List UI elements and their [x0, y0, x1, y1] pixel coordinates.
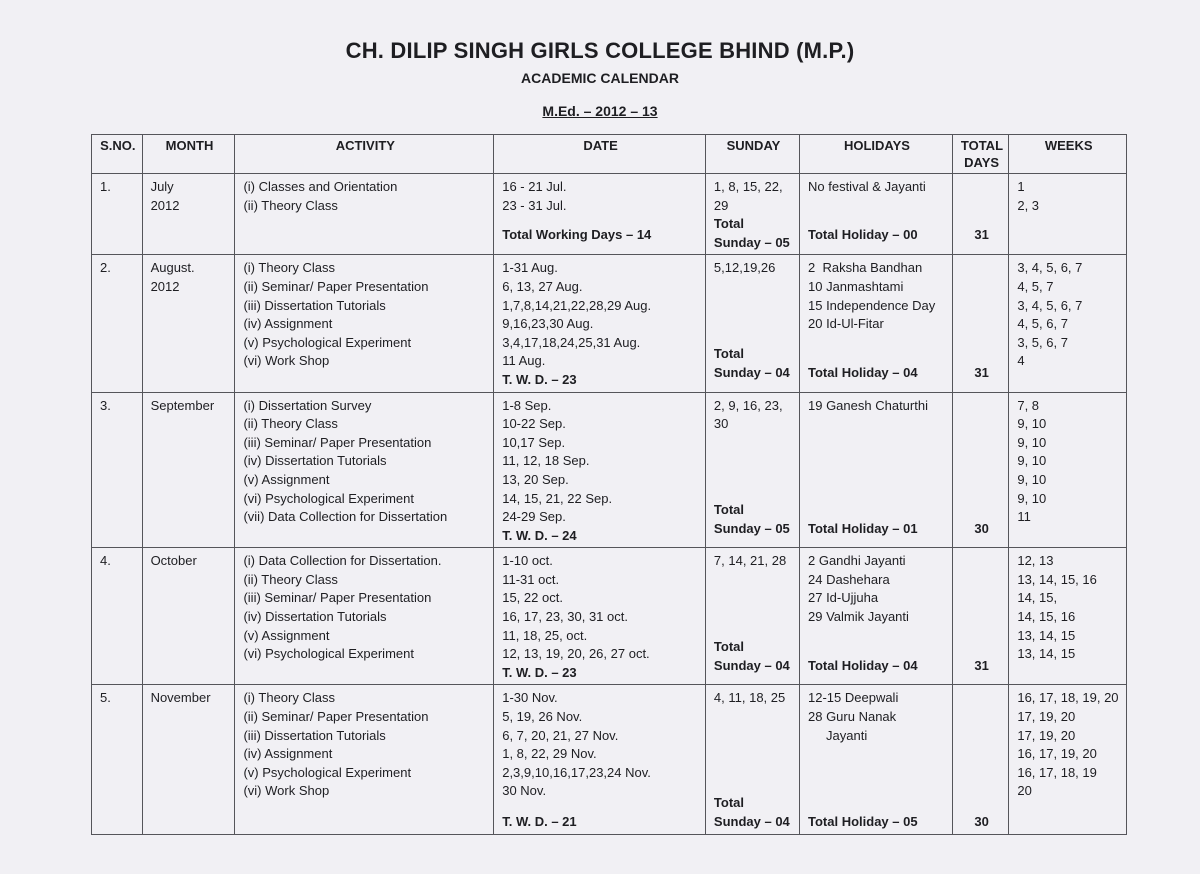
date-item: 11-31 oct. [502, 571, 560, 587]
weeks-cell [1009, 255, 1127, 392]
cell-bottom [808, 520, 946, 539]
cell-bottom [808, 226, 946, 245]
date-cell [494, 392, 706, 548]
cell-bottom [808, 364, 946, 383]
week-numbers: 16, 17, 19, 20 [1017, 746, 1097, 762]
cell-content [714, 552, 793, 675]
calendar-row [92, 685, 1127, 835]
sunday-dates: 1, 8, 15, 22, [713, 179, 783, 194]
cell-bottom [714, 638, 793, 675]
week-numbers: 4, 5, 6, 7 [1017, 316, 1068, 332]
holiday-item: 2 Raksha Bandhan [808, 260, 923, 276]
activity-item: (iii) Seminar/ Paper Presentation [243, 590, 432, 606]
activity-item: (iii) Dissertation Tutorials [243, 727, 386, 743]
activity-item: (i) Classes and Orientation [243, 179, 398, 194]
date-item: 6, 7, 20, 21, 27 Nov. [502, 727, 619, 743]
activity-item: (iii) Dissertation Tutorials [243, 297, 386, 313]
cell-content [502, 552, 699, 682]
month-label: July [150, 179, 174, 194]
cell-bottom [714, 215, 793, 252]
cell-content [502, 178, 699, 245]
activity-cell [235, 548, 494, 685]
week-numbers: 13, 14, 15 [1017, 627, 1076, 643]
academic-calendar-table [91, 134, 1127, 835]
date-item: 16 - 21 Jul. [502, 179, 567, 194]
weeks-cell [1009, 174, 1127, 255]
serial-number: 1. [100, 179, 111, 194]
column-header-sno: S.NO. [92, 135, 143, 174]
holiday-item: 20 Id-Ul-Fitar [808, 316, 884, 332]
working-days-total: T. W. D. – 24 [502, 527, 577, 543]
date-item: 1-8 Sep. [502, 397, 552, 413]
month-cell [142, 255, 235, 392]
month-cell [142, 685, 235, 835]
date-item: 10,17 Sep. [502, 434, 566, 450]
cell-bottom [502, 226, 699, 245]
sunday-cell [705, 174, 799, 255]
week-numbers: 2, 3 [1017, 197, 1040, 213]
cell-bottom [961, 364, 1002, 383]
activity-item: (ii) Theory Class [243, 416, 338, 432]
date-item: 16, 17, 23, 30, 31 oct. [502, 609, 628, 625]
weeks-cell [1009, 548, 1127, 685]
total-days-cell [952, 255, 1008, 392]
holiday-item: Jayanti [808, 727, 868, 743]
column-header-holidays: HOLIDAYS [800, 135, 953, 174]
activity-cell [235, 392, 494, 548]
month-label: November [150, 690, 211, 706]
sunday-cell [705, 548, 799, 685]
calendar-row [92, 548, 1127, 685]
cell-top [502, 552, 699, 664]
activity-item: (vi) Work Shop [243, 783, 330, 799]
activity-item: (v) Psychological Experiment [243, 764, 412, 780]
sunday-total: Sunday – 04 [713, 813, 790, 829]
cell-bottom [808, 813, 946, 832]
activity-item: (ii) Seminar/ Paper Presentation [243, 709, 429, 725]
activity-item: (ii) Seminar/ Paper Presentation [243, 278, 429, 294]
cell-top [502, 397, 699, 527]
week-numbers: 3, 5, 6, 7 [1017, 334, 1068, 350]
sno-cell [92, 392, 143, 548]
activity-cell [235, 174, 494, 255]
holiday-item: 12-15 Deepwali [808, 690, 899, 706]
activity-cell [235, 255, 494, 392]
holiday-total: Total Holiday – 00 [808, 227, 918, 243]
total-days-value: 31 [974, 227, 989, 243]
holiday-total: Total Holiday – 04 [808, 364, 918, 380]
week-numbers: 3, 4, 5, 6, 7 [1017, 260, 1083, 276]
sunday-total: Sunday – 05 [713, 234, 790, 250]
cell-top [808, 397, 946, 416]
sunday-dates: 2, 9, 16, 23, [713, 397, 783, 413]
month-label: September [150, 397, 215, 413]
sunday-dates: 7, 14, 21, 28 [713, 553, 787, 569]
week-numbers: 9, 10 [1017, 434, 1047, 450]
week-numbers: 9, 10 [1017, 453, 1047, 469]
cell-content [961, 259, 1002, 382]
activity-item: (iv) Dissertation Tutorials [243, 609, 387, 625]
week-numbers: 14, 15, [1017, 590, 1058, 606]
working-days-total: T. W. D. – 23 [502, 664, 577, 680]
sno-cell [92, 255, 143, 392]
total-days-value: 30 [974, 520, 989, 536]
date-item: 11, 12, 18 Sep. [502, 453, 590, 469]
week-numbers: 9, 10 [1017, 471, 1047, 487]
column-header-month: MONTH [142, 135, 235, 174]
activity-item: (iv) Dissertation Tutorials [243, 453, 387, 469]
holiday-cell [800, 392, 953, 548]
date-cell [494, 685, 706, 835]
week-numbers: 16, 17, 18, 19 [1017, 764, 1097, 780]
sunday-cell [705, 255, 799, 392]
column-header-date: DATE [494, 135, 706, 174]
total-days-value: 31 [974, 364, 989, 380]
sunday-total: Total [713, 502, 745, 518]
month-label: 2012 [150, 278, 180, 294]
holiday-total: Total Holiday – 01 [808, 520, 918, 536]
sunday-total: Total [713, 795, 745, 811]
holiday-item: 10 Janmashtami [808, 278, 904, 294]
month-cell [142, 174, 235, 255]
date-item: 9,16,23,30 Aug. [502, 316, 594, 332]
week-numbers: 9, 10 [1017, 490, 1047, 506]
holiday-cell [800, 255, 953, 392]
total-days-value: 31 [974, 657, 989, 673]
total-days-cell [952, 392, 1008, 548]
sno-cell [92, 548, 143, 685]
column-header-total-days: TOTAL DAYS [952, 135, 1008, 174]
cell-bottom [714, 501, 793, 538]
cell-top [808, 178, 946, 197]
cell-content [502, 689, 699, 831]
total-days-cell [952, 174, 1008, 255]
activity-item: (i) Theory Class [243, 690, 335, 706]
holiday-item: 24 Dashehara [808, 571, 890, 587]
activity-item: (vi) Psychological Experiment [243, 490, 414, 506]
sunday-total: Total [713, 639, 745, 655]
activity-item: (ii) Theory Class [243, 571, 338, 587]
cell-bottom [714, 794, 793, 831]
sunday-dates: 29 [713, 197, 729, 213]
month-label: 2012 [150, 197, 180, 213]
cell-content [808, 689, 946, 831]
total-days-cell [952, 548, 1008, 685]
cell-bottom [961, 520, 1002, 539]
date-item: 1-30 Nov. [502, 690, 558, 706]
activity-item: (v) Psychological Experiment [243, 334, 412, 350]
cell-content [808, 259, 946, 382]
activity-item: (ii) Theory Class [243, 197, 338, 213]
week-numbers: 7, 8 [1017, 397, 1040, 413]
holiday-cell [800, 548, 953, 685]
column-header-sunday: SUNDAY [705, 135, 799, 174]
activity-item: (iv) Assignment [243, 316, 333, 332]
holiday-item: 29 Valmik Jayanti [808, 609, 909, 625]
document-subtitle: ACADEMIC CALENDAR [521, 70, 679, 86]
total-days-value: 30 [974, 813, 989, 829]
holiday-item: 15 Independence Day [808, 297, 936, 313]
calendar-body [92, 174, 1127, 835]
activity-item: (v) Assignment [243, 627, 330, 643]
date-item: 30 Nov. [502, 783, 547, 799]
week-numbers: 17, 19, 20 [1017, 727, 1076, 743]
activity-item: (i) Theory Class [243, 260, 335, 276]
cell-content [714, 397, 793, 539]
cell-bottom [502, 527, 699, 546]
cell-top [808, 259, 946, 333]
sunday-total: Sunday – 04 [713, 657, 790, 673]
activity-cell [235, 685, 494, 835]
month-cell [142, 392, 235, 548]
holiday-item: 28 Guru Nanak [808, 709, 897, 725]
sunday-cell [705, 685, 799, 835]
calendar-row [92, 255, 1127, 392]
activity-item: (i) Dissertation Survey [243, 397, 372, 413]
cell-bottom [961, 657, 1002, 676]
date-item: 10-22 Sep. [502, 416, 566, 432]
holiday-item: 27 Id-Ujjuha [808, 590, 879, 606]
date-item: 5, 19, 26 Nov. [502, 709, 583, 725]
cell-content [714, 259, 793, 382]
date-item: 24-29 Sep. [502, 509, 566, 525]
cell-bottom [961, 226, 1002, 245]
cell-top [714, 259, 793, 278]
week-numbers: 14, 15, 16 [1017, 609, 1076, 625]
week-numbers: 1 [1017, 179, 1025, 194]
month-cell [142, 548, 235, 685]
sunday-total: Total [713, 346, 745, 362]
sunday-dates: 4, 11, 18, 25 [713, 690, 786, 706]
cell-top [714, 689, 793, 708]
cell-content [502, 397, 699, 546]
sunday-total: Sunday – 04 [713, 364, 790, 380]
week-numbers: 4 [1017, 353, 1025, 369]
cell-content [808, 397, 946, 539]
activity-item: (vii) Data Collection for Dissertation [243, 509, 448, 525]
cell-content [502, 259, 699, 389]
date-cell [494, 174, 706, 255]
cell-top [714, 552, 793, 571]
sunday-total: Total [713, 216, 745, 232]
cell-content [808, 552, 946, 675]
week-numbers: 4, 5, 7 [1017, 278, 1054, 294]
week-numbers: 12, 13 [1017, 553, 1054, 569]
date-item: 11, 18, 25, oct. [502, 627, 588, 643]
header-row [92, 135, 1127, 174]
cell-content [961, 397, 1002, 539]
cell-top [808, 689, 946, 745]
serial-number: 2. [100, 260, 111, 276]
cell-content [714, 178, 793, 252]
college-title: CH. DILIP SINGH GIRLS COLLEGE BHIND (M.P.) [345, 38, 855, 63]
cell-bottom [502, 664, 699, 683]
cell-top [502, 689, 699, 801]
cell-top [714, 178, 793, 215]
weeks-cell [1009, 685, 1127, 835]
cell-bottom [714, 345, 793, 382]
activity-item: (v) Assignment [243, 471, 330, 487]
month-label: October [150, 553, 197, 569]
cell-bottom [961, 813, 1002, 832]
activity-item: (i) Data Collection for Dissertation. [243, 553, 442, 569]
activity-item: (iv) Assignment [243, 746, 333, 762]
date-item: 12, 13, 19, 20, 26, 27 oct. [502, 646, 650, 662]
serial-number: 5. [100, 690, 111, 706]
activity-item: (vi) Psychological Experiment [243, 646, 414, 662]
course-label: M.Ed. – 2012 – 13 [542, 103, 658, 119]
cell-top [502, 178, 699, 215]
date-item: 1-31 Aug. [502, 260, 558, 276]
date-item: 6, 13, 27 Aug. [502, 278, 583, 294]
sno-cell [92, 174, 143, 255]
serial-number: 4. [100, 553, 111, 569]
total-days-cell [952, 685, 1008, 835]
cell-bottom [808, 657, 946, 676]
month-label: August. [150, 260, 195, 276]
working-days-total: T. W. D. – 23 [502, 371, 577, 387]
holiday-item: 19 Ganesh Chaturthi [808, 397, 928, 413]
date-item: 15, 22 oct. [502, 590, 563, 606]
date-item: 1,7,8,14,21,22,28,29 Aug. [502, 297, 652, 313]
holiday-item: No festival & Jayanti [808, 179, 926, 194]
date-item: 13, 20 Sep. [502, 471, 569, 487]
week-numbers: 17, 19, 20 [1017, 709, 1076, 725]
cell-bottom [502, 371, 699, 390]
week-numbers: 9, 10 [1017, 416, 1047, 432]
week-numbers: 16, 17, 18, 19, 20 [1017, 690, 1119, 706]
date-cell [494, 255, 706, 392]
cell-content [961, 552, 1002, 675]
working-days-total: Total Working Days – 14 [502, 227, 652, 243]
date-item: 14, 15, 21, 22 Sep. [502, 490, 613, 506]
date-item: 23 - 31 Jul. [502, 197, 567, 213]
date-item: 3,4,17,18,24,25,31 Aug. [502, 334, 641, 350]
cell-content [808, 178, 946, 245]
week-numbers: 11 [1017, 509, 1031, 525]
column-header-activity: ACTIVITY [235, 135, 494, 174]
date-cell [494, 548, 706, 685]
working-days-total: T. W. D. – 21 [502, 813, 577, 829]
cell-top [714, 397, 793, 434]
weeks-cell [1009, 392, 1127, 548]
sunday-dates: 30 [713, 416, 729, 432]
cell-top [808, 552, 946, 626]
date-item: 1, 8, 22, 29 Nov. [502, 746, 597, 762]
sunday-dates: 5,12,19,26 [713, 260, 776, 276]
week-numbers: 3, 4, 5, 6, 7 [1017, 297, 1083, 313]
holiday-cell [800, 685, 953, 835]
activity-item: (iii) Seminar/ Paper Presentation [243, 434, 432, 450]
serial-number: 3. [100, 397, 111, 413]
date-item: 11 Aug. [502, 353, 546, 369]
calendar-row [92, 392, 1127, 548]
cell-content [961, 178, 1002, 245]
date-item: 2,3,9,10,16,17,23,24 Nov. [502, 764, 651, 780]
sno-cell [92, 685, 143, 835]
week-numbers: 13, 14, 15, 16 [1017, 571, 1097, 587]
holiday-total: Total Holiday – 04 [808, 657, 918, 673]
holiday-item: 2 Gandhi Jayanti [808, 553, 906, 569]
course-heading [0, 103, 1200, 119]
week-numbers: 13, 14, 15 [1017, 646, 1076, 662]
date-item: 1-10 oct. [502, 553, 553, 569]
holiday-total: Total Holiday – 05 [808, 813, 918, 829]
activity-item: (vi) Work Shop [243, 353, 330, 369]
holiday-cell [800, 174, 953, 255]
week-numbers: 20 [1017, 783, 1032, 799]
calendar-row [92, 174, 1127, 255]
sunday-cell [705, 392, 799, 548]
sunday-total: Sunday – 05 [713, 520, 790, 536]
cell-top [502, 259, 699, 371]
cell-bottom [502, 813, 699, 832]
cell-content [961, 689, 1002, 831]
column-header-weeks: WEEKS [1009, 135, 1127, 174]
cell-content [714, 689, 793, 831]
